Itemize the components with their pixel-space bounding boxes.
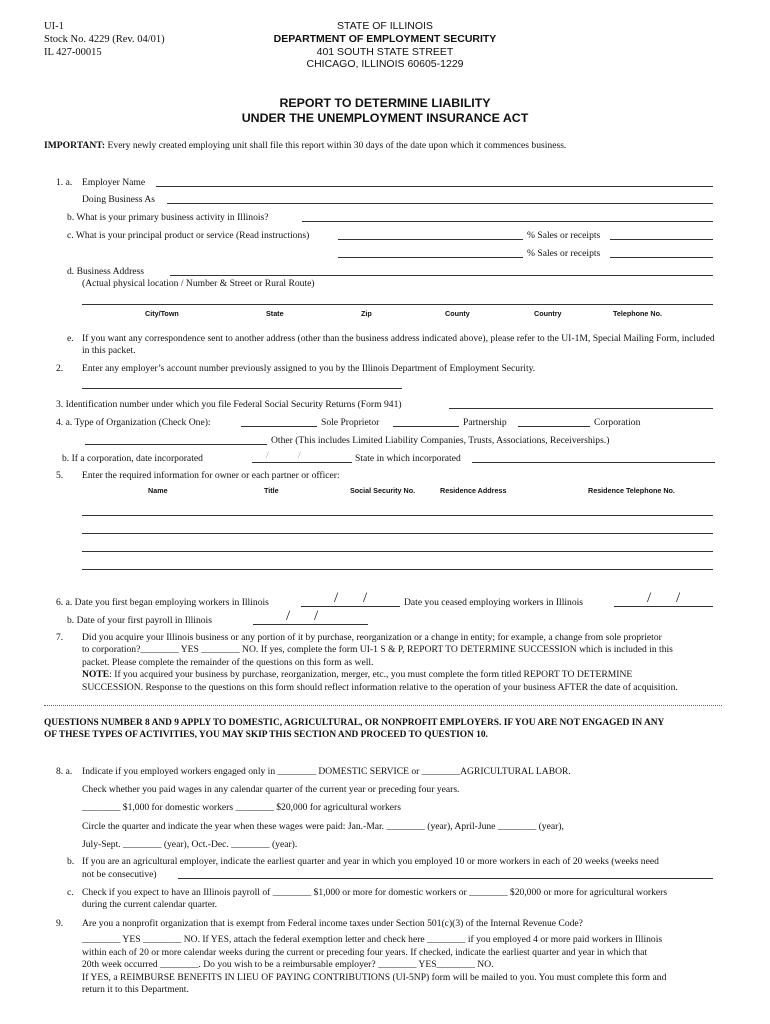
- q6a-text: 6. a. Date you first began employing workers in Illinois: [56, 597, 269, 608]
- col-zip: Zip: [361, 309, 372, 318]
- product-service-field-1[interactable]: [338, 239, 523, 240]
- q8c-line-1: Check if you expect to have an Illinois payroll of ________ $1,000 or more for domestic workers or ________ $20,000 or more for agricultural workers: [82, 887, 668, 898]
- note-label: NOTE: [82, 669, 110, 681]
- stock-number: Stock No. 4229 (Rev. 04/01): [44, 34, 165, 45]
- date-slash-1: /: [266, 450, 269, 461]
- q8c-line-2: during the current calendar quarter.: [82, 899, 218, 910]
- q5-number: 5.: [56, 470, 64, 481]
- q7-line-5: SUCCESSION. Response to the questions on this form should reflect information relative to the operation of your business AFTER the date of acquisition.: [82, 681, 678, 693]
- col-telephone: Telephone No.: [613, 309, 662, 318]
- q7-number: 7.: [56, 632, 64, 643]
- col-residence-address: Residence Address: [440, 486, 507, 495]
- sales-percent-label-2: % Sales or receipts: [527, 248, 601, 259]
- q3-text: 3. Identification number under which you file Federal Social Security Returns (Form 941): [56, 399, 402, 410]
- q9-line-5: If YES, a REIMBURSE BENEFITS IN LIEU OF PAYING CONTRIBUTIONS (UI-5NP) form will be mailed to you. You must complete this form and: [82, 971, 667, 983]
- q8b-line-2: not be consecutive): [82, 869, 157, 880]
- date-slash: /: [363, 590, 368, 606]
- date-slash: /: [334, 590, 339, 606]
- q1a-number: 1. a.: [56, 177, 73, 188]
- date-slash: /: [314, 608, 319, 624]
- col-country: Country: [534, 309, 562, 318]
- q9-text: [82, 918, 732, 996]
- form-id: UI-1: [44, 21, 64, 32]
- business-address-field[interactable]: [170, 275, 713, 276]
- fein-field[interactable]: [449, 408, 713, 409]
- q8a-number: 8. a.: [56, 766, 73, 777]
- sole-proprietor-check[interactable]: [241, 426, 317, 427]
- section-divider: [44, 705, 722, 706]
- q1e-text: If you want any correspondence sent to another address (other than the business address indicated above), please refer to the UI-1M, Special Mailing Form, included in this packet.: [82, 333, 715, 357]
- q4a-text: 4. a. Type of Organization (Check One):: [56, 417, 211, 428]
- title-line-1: REPORT TO DETERMINE LIABILITY: [279, 96, 491, 110]
- section-note-line-2: OF THESE TYPES OF ACTIVITIES, YOU MAY SKIP THIS SECTION AND PROCEED TO QUESTION 10.: [44, 730, 488, 741]
- q2-text: Enter any employer’s account number previously assigned to you by the Illinois Department of Employment Security.: [82, 363, 536, 374]
- corporation-label: Corporation: [594, 417, 641, 428]
- q7-line-4: : If you acquired your business by purchase, reorganization, merger, etc., you must complete the form titled REPORT TO DETERMINE: [109, 669, 633, 681]
- owner-row-3[interactable]: [82, 551, 713, 552]
- section-note-line-1: QUESTIONS NUMBER 8 AND 9 APPLY TO DOMESTIC, AGRICULTURAL, OR NONPROFIT EMPLOYERS. IF YOU ARE NOT ENGAGED IN ANY: [44, 718, 665, 728]
- q9-line-4: 20th week occurred ________. Do you wish to be a reimbursable employer? ________ YES________ NO.: [82, 959, 494, 971]
- q7-line-1: Did you acquire your Illinois business or any portion of it by purchase, reorganization or a change in entity; for example, a change from sole proprietor: [82, 632, 662, 643]
- q9-line-2: ________ YES ________ NO. If YES, attach the federal exemption letter and check here ________ if you employed 4 or more paid workers in Illinois: [82, 934, 663, 946]
- q8a-line-4: Circle the quarter and indicate the year when these wages were paid: Jan.-Mar. ________ (year), April-June ________ (year),: [82, 821, 564, 832]
- first-employed-date-field[interactable]: [301, 606, 400, 607]
- dba-field[interactable]: [167, 203, 713, 204]
- date-slash-2: /: [298, 450, 301, 461]
- dba-label: Doing Business As: [82, 194, 156, 205]
- business-activity-label: b. What is your primary business activity in Illinois?: [67, 212, 269, 223]
- sales-percent-field-1[interactable]: [610, 239, 713, 240]
- sales-percent-label-1: % Sales or receipts: [527, 230, 601, 241]
- product-service-label: c. What is your principal product or service (Read instructions): [67, 230, 310, 241]
- product-service-field-2[interactable]: [338, 257, 523, 258]
- col-city: City/Town: [145, 309, 179, 318]
- owner-row-1[interactable]: [82, 515, 713, 516]
- sole-proprietor-label: Sole Proprietor: [321, 417, 380, 428]
- partnership-label: Partnership: [463, 417, 507, 428]
- col-county: County: [445, 309, 470, 318]
- q6b-text: b. Date of your first payroll in Illinois: [67, 615, 212, 626]
- department-name: DEPARTMENT OF EMPLOYMENT SECURITY: [273, 32, 497, 45]
- col-name: Name: [148, 486, 168, 495]
- owner-row-2[interactable]: [82, 533, 713, 534]
- date-slash: /: [647, 590, 652, 606]
- ceased-employing-label: Date you ceased employing workers in Illinois: [404, 597, 584, 608]
- corporation-check[interactable]: [518, 426, 590, 427]
- city-state-zip-field[interactable]: [82, 304, 713, 305]
- col-ssn: Social Security No.: [350, 486, 416, 495]
- q8a-line-2: Check whether you paid wages in any calendar quarter of the current year or preceding four years.: [82, 784, 460, 795]
- important-note: [44, 140, 566, 151]
- employer-name-label: Employer Name: [82, 177, 146, 188]
- q8a-line-1: Indicate if you employed workers engaged only in ________ DOMESTIC SERVICE or ________AGRICULTURAL LABOR.: [82, 766, 571, 777]
- owner-row-4[interactable]: [82, 569, 713, 570]
- partnership-check[interactable]: [393, 426, 459, 427]
- important-text: Every newly created employing unit shall file this report within 30 days of the date upon which it commences business.: [105, 140, 567, 151]
- date-slash: /: [676, 590, 681, 606]
- other-org-label: Other (This includes Limited Liability Companies, Trusts, Associations, Receiverships.): [271, 435, 610, 446]
- q7-line-2: to corporation?________ YES ________ NO. If yes, complete the form UI-1 S & P, REPORT TO DETERMINE SUCCESSION which is included in this: [82, 644, 673, 656]
- il-number: IL 427-00015: [44, 47, 102, 58]
- first-payroll-date-field[interactable]: [253, 624, 368, 625]
- q8b-number: b.: [67, 856, 75, 867]
- business-address-sublabel: (Actual physical location / Number & Street or Rural Route): [82, 278, 315, 289]
- date-incorporated-label: b. If a corporation, date incorporated: [62, 453, 203, 464]
- important-label: IMPORTANT:: [44, 140, 106, 151]
- q9-line-1: Are you a nonprofit organization that is exempt from Federal income taxes under Section 501(c)(3) of the Internal Revenue Code?: [82, 918, 583, 929]
- title-line-2: UNDER THE UNEMPLOYMENT INSURANCE ACT: [241, 111, 529, 125]
- business-address-label: d. Business Address: [67, 266, 145, 277]
- other-org-check[interactable]: [85, 444, 267, 445]
- q8a-line-3: ________ $1,000 for domestic workers ________ $20,000 for agricultural workers: [82, 802, 401, 813]
- q8a-line-5: July-Sept. ________ (year), Oct.-Dec. ________ (year).: [82, 839, 298, 850]
- q7-line-3: packet. Please complete the remainder of the questions on this form as well.: [82, 656, 374, 668]
- state-incorporated-field[interactable]: [472, 462, 715, 463]
- q7-text: [82, 632, 732, 694]
- city-address: CHICAGO, ILLINOIS 60605-1229: [306, 58, 464, 71]
- q9-number: 9.: [56, 918, 64, 929]
- col-state: State: [266, 309, 284, 318]
- q2-number: 2.: [56, 363, 64, 374]
- street-address: 401 SOUTH STATE STREET: [316, 45, 454, 58]
- date-incorporated-field[interactable]: [252, 462, 352, 463]
- agricultural-quarter-field[interactable]: [178, 878, 713, 879]
- q1e-label: e.: [67, 333, 74, 344]
- q8b-line-1: If you are an agricultural employer, indicate the earliest quarter and year in which you employed 10 or more workers in each of 20 weeks (weeks need: [82, 856, 659, 867]
- col-title: Title: [264, 486, 279, 495]
- q9-line-3: within each of 20 or more calendar weeks during the current or preceding four years. If checked, indicate the earliest quarter and year in which that: [82, 946, 647, 958]
- state-name: STATE OF ILLINOIS: [337, 20, 433, 32]
- page-title: [160, 96, 610, 126]
- section-note: [44, 717, 734, 742]
- q5-text: Enter the required information for owner or each partner or officer:: [82, 470, 340, 481]
- agency-address: [230, 20, 540, 71]
- business-activity-field[interactable]: [302, 221, 713, 222]
- employer-name-field[interactable]: [156, 186, 713, 187]
- form-id-block: [44, 20, 165, 59]
- q8c-number: c.: [67, 887, 74, 898]
- q9-line-6: return it to this Department.: [82, 984, 189, 996]
- ceased-date-field[interactable]: [614, 606, 713, 607]
- col-residence-telephone: Residence Telephone No.: [588, 486, 675, 495]
- state-incorporated-label: State in which incorporated: [355, 453, 461, 464]
- date-slash: /: [286, 608, 291, 624]
- account-number-field[interactable]: [82, 388, 402, 389]
- sales-percent-field-2[interactable]: [610, 257, 713, 258]
